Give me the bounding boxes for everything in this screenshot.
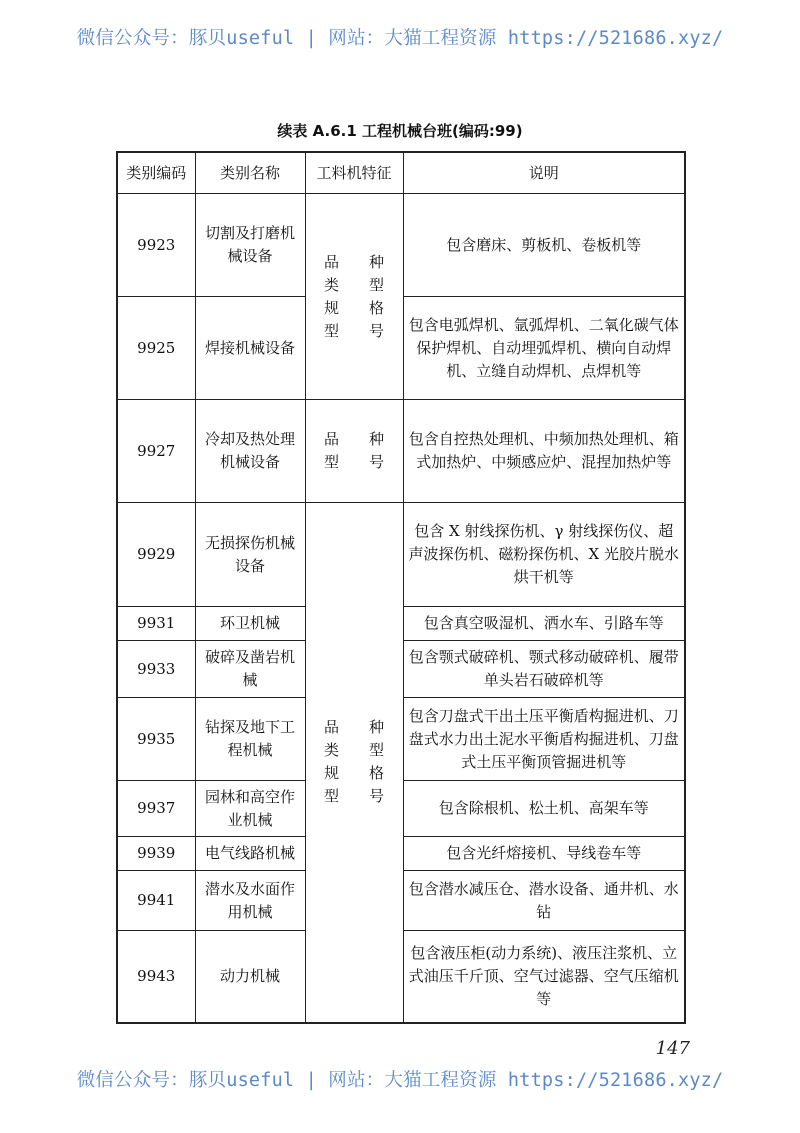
table-caption: 续表 A.6.1 工程机械台班(编码:99) (277, 122, 523, 140)
row-desc: 包含磨床、剪板机、卷板机等 (403, 194, 685, 297)
watermark-bottom: 微信公众号：豚贝useful | 网站：大猫工程资源 https://521686.xyz/ (76, 1070, 724, 1091)
header-code: 类别编码 (117, 152, 195, 194)
header-feature: 工料机特征 (305, 152, 403, 194)
feature-line: 型 号 (323, 321, 384, 340)
table-header-row (117, 152, 685, 194)
feature-line: 规 格 (323, 764, 384, 783)
row-name: 钻探及地下工程机械 (195, 698, 305, 781)
machinery-table (116, 151, 686, 1024)
row-code: 9943 (117, 931, 195, 1023)
row-code: 9927 (117, 400, 195, 503)
row-code: 9929 (117, 503, 195, 607)
row-name: 冷却及热处理机械设备 (195, 400, 305, 503)
page-number: 147 (655, 1038, 690, 1059)
row-name: 动力机械 (195, 931, 305, 1023)
header-desc: 说明 (403, 152, 685, 194)
row-name: 电气线路机械 (195, 837, 305, 871)
row-name: 无损探伤机械设备 (195, 503, 305, 607)
row-desc: 包含真空吸湿机、洒水车、引路车等 (403, 607, 685, 641)
row-name: 潜水及水面作用机械 (195, 871, 305, 931)
table-row (117, 194, 685, 297)
row-code: 9925 (117, 297, 195, 400)
feature-cell-group1 (305, 194, 403, 400)
row-name: 切割及打磨机械设备 (195, 194, 305, 297)
row-name: 园林和高空作业机械 (195, 781, 305, 837)
feature-line: 型 号 (323, 787, 384, 806)
row-desc: 包含颚式破碎机、颚式移动破碎机、履带单头岩石破碎机等 (403, 641, 685, 698)
watermark-top: 微信公众号：豚贝useful | 网站：大猫工程资源 https://521686.xyz/ (76, 28, 724, 49)
feature-line: 品 种 (323, 718, 384, 737)
row-code: 9933 (117, 641, 195, 698)
feature-line: 类 型 (323, 275, 384, 294)
table-row (117, 503, 685, 607)
row-name: 焊接机械设备 (195, 297, 305, 400)
row-code: 9931 (117, 607, 195, 641)
table-row (117, 400, 685, 503)
header-name: 类别名称 (195, 152, 305, 194)
row-desc: 包含 X 射线探伤机、γ 射线探伤仪、超声波探伤机、磁粉探伤机、X 光胶片脱水烘干机等 (403, 503, 685, 607)
row-desc: 包含潜水减压仓、潜水设备、通井机、水钻 (403, 871, 685, 931)
row-name: 破碎及凿岩机械 (195, 641, 305, 698)
feature-cell-group2 (305, 400, 403, 503)
feature-line: 品 种 (323, 252, 384, 271)
row-desc: 包含电弧焊机、氩弧焊机、二氧化碳气体保护焊机、自动埋弧焊机、横向自动焊机、立缝自动焊机、点焊机等 (403, 297, 685, 400)
row-desc: 包含自控热处理机、中频加热处理机、箱式加热炉、中频感应炉、混捏加热炉等 (403, 400, 685, 503)
row-code: 9937 (117, 781, 195, 837)
feature-line: 类 型 (323, 741, 384, 760)
feature-line: 型 号 (323, 453, 384, 471)
feature-line: 规 格 (323, 298, 384, 317)
row-desc: 包含光纤熔接机、导线卷车等 (403, 837, 685, 871)
row-desc: 包含刀盘式干出土压平衡盾构掘进机、刀盘式水力出土泥水平衡盾构掘进机、刀盘式土压平衡顶管掘进机等 (403, 698, 685, 781)
row-code: 9923 (117, 194, 195, 297)
row-code: 9935 (117, 698, 195, 781)
feature-cell-group3 (305, 503, 403, 1023)
feature-line: 品 种 (323, 430, 384, 448)
row-code: 9941 (117, 871, 195, 931)
row-code: 9939 (117, 837, 195, 871)
row-desc: 包含液压柜(动力系统)、液压注浆机、立式油压千斤顶、空气过滤器、空气压缩机等 (403, 931, 685, 1023)
row-name: 环卫机械 (195, 607, 305, 641)
row-desc: 包含除根机、松土机、高架车等 (403, 781, 685, 837)
